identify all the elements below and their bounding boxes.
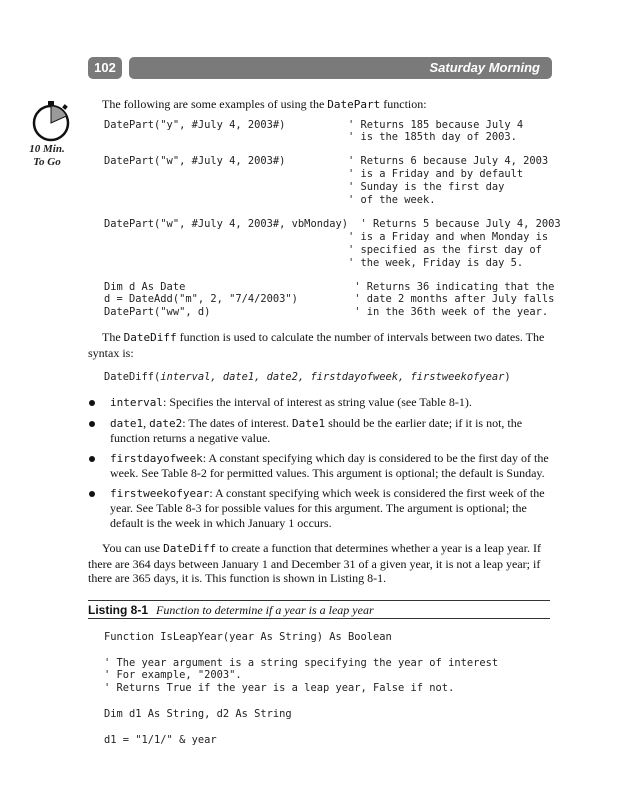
datediff-syntax: [104, 371, 550, 384]
intro-text-after: function:: [380, 97, 427, 111]
page-body: [88, 97, 561, 747]
stopwatch-icon: [30, 100, 74, 144]
bullet-icon: [89, 456, 95, 462]
example-datepart-w-monday: DatePart("w", #July 4, 2003#, vbMonday) ' Returns 5 because July 4, 2003 ' is a Friday and when Monday is ' specified as the first day of ' the week, Friday is day 5.: [104, 217, 561, 269]
inline-code: Date1: [292, 416, 326, 430]
listing-caption: Function to determine if a year is a leap year: [156, 602, 374, 617]
list-item-dates: [88, 416, 550, 446]
section-title: Saturday Morning: [129, 57, 552, 79]
description-2: should be the earlier date; if it is not, the function returns a negative value.: [110, 415, 523, 446]
leap-year-paragraph: [88, 541, 550, 586]
term: date1: [110, 416, 144, 430]
list-item-interval: [88, 395, 550, 411]
syntax-suffix: ): [504, 371, 511, 384]
time-remaining-label: [18, 143, 76, 169]
time-remaining-line1: 10 Min.: [29, 143, 65, 155]
description: : A constant specifying which week is considered the first week of the year. See Table 8-3 for possible values for this argument. The argument is optional; the default is the week in which January 1 occurs.: [110, 485, 545, 530]
listing-code: Function IsLeapYear(year As String) As Boolean ' The year argument is a string specifying the year of interest ' For example, "2003". ' Returns True if the year is a leap year, False if not. Dim d1 As String, d2 As String d1 = "1/1/" & year: [104, 630, 499, 746]
leap-code: DateDiff: [163, 542, 217, 556]
separator: ,: [143, 415, 150, 430]
description: : A constant specifying which day is considered to be the first day of the week. See Table 8-2 for permitted values. This argument is optional; the default is Sunday.: [110, 450, 549, 481]
intro-code: DatePart: [327, 98, 381, 111]
example-datepart-ww: Dim d As Date ' Returns 36 indicating that the d = DateAdd("m", 2, "7/4/2003") ' date 2 months after July falls DatePart("ww", d) ' in the 36th week of the year.: [104, 280, 555, 319]
time-remaining-line2: To Go: [33, 156, 61, 168]
running-header: [88, 57, 552, 79]
listing-label: Listing 8-1: [88, 602, 149, 617]
datediff-text-before: The: [102, 330, 124, 345]
intro-text-before: The following are some examples of using the: [102, 97, 328, 111]
term: firstdayofweek: [110, 451, 203, 465]
bullet-icon: [89, 491, 95, 497]
listing-header: [88, 600, 550, 619]
bullet-icon: [89, 421, 95, 427]
leap-text-before: You can use: [102, 541, 164, 556]
syntax-prefix: DateDiff(: [104, 371, 161, 384]
argument-list: [88, 395, 550, 530]
term: interval: [110, 396, 163, 410]
list-item-firstdayofweek: [88, 451, 550, 481]
description: : Specifies the interval of interest as string value (see Table 8-1).: [162, 395, 472, 410]
example-datepart-w: DatePart("w", #July 4, 2003#) ' Returns 6 because July 4, 2003 ' is a Friday and by default ' Sunday is the first day ' of the week.: [104, 155, 549, 207]
datediff-code: DateDiff: [123, 331, 177, 345]
term-2: date2: [149, 416, 183, 430]
description: : The dates of interest.: [182, 415, 292, 430]
term: firstweekofyear: [110, 486, 210, 500]
datediff-paragraph: [88, 330, 550, 360]
syntax-args: interval, date1, date2, firstdayofweek, firstweekofyear: [160, 371, 505, 384]
datediff-text-after: function is used to calculate the number of intervals between two dates. The syntax is:: [88, 330, 545, 360]
leap-text-after: to create a function that determines whether a year is a leap year. If there are 364 days between January 1 and December 31 of a given year, it is not a leap year; if there are 365 days, it is. This function is shown in Listing 8-1.: [88, 541, 541, 586]
intro-paragraph: [88, 97, 550, 113]
page-number: 102: [88, 57, 122, 79]
bullet-icon: [89, 400, 95, 406]
list-item-firstweekofyear: [88, 486, 550, 531]
example-datepart-y: DatePart("y", #July 4, 2003#) ' Returns 185 because July 4 ' is the 185th day of 2003.: [104, 118, 524, 144]
